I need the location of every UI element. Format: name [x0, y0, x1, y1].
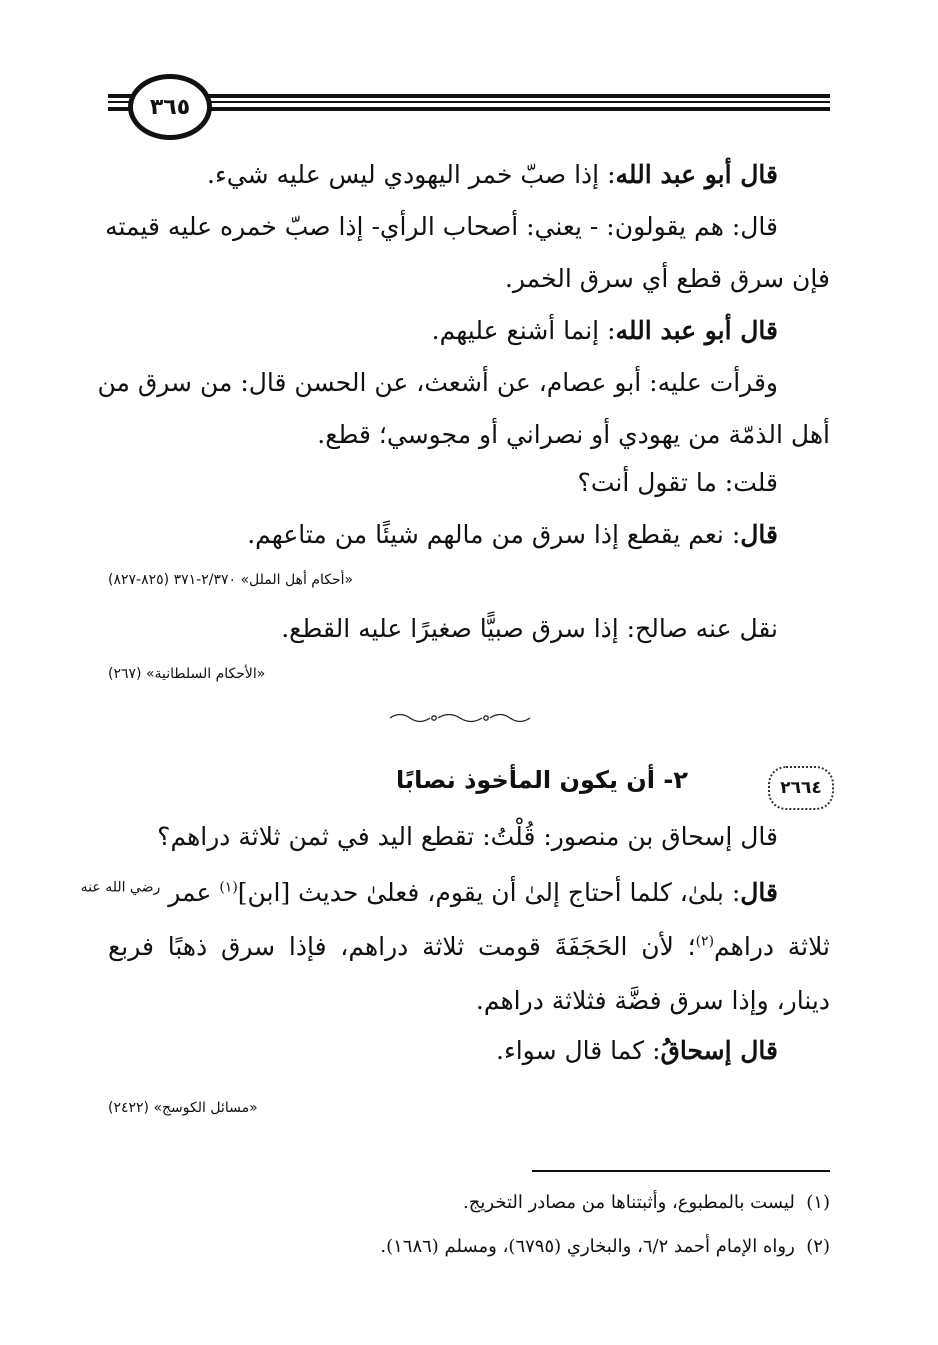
text-line [108, 520, 778, 550]
speaker: قال [740, 878, 778, 907]
text-line: دينار، وإذا سرق فضَّة فثلاثة دراهم. [475, 986, 830, 1015]
line-text: : نعم يقطع إذا سرق من مالهم شيئًا من متاعهم. [247, 520, 741, 549]
honorific-glyph: رضي الله عنه [80, 879, 161, 896]
source-citation: «أحكام أهل الملل» ٢/٣٧٠-٣٧١ (٨٢٥-٨٢٧) [108, 572, 354, 588]
ornament-divider-icon [380, 710, 540, 726]
text-line: قال: هم يقولون: - يعني: أصحاب الرأي- إذا صبّ خمره عليه قيمته [105, 212, 778, 241]
speaker: قال [740, 520, 778, 549]
line-text: : كما قال سواء. [496, 1036, 661, 1065]
speaker: قال أبو عبد الله [615, 160, 778, 189]
line-text: ؛ لأن الحَجَفَةَ قومت ثلاثة دراهم، فإذا سرق ذهبًا فربع [108, 932, 696, 961]
footnote-number: (١) [806, 1192, 830, 1213]
badge-frame [768, 766, 834, 810]
footnote-rule [532, 1170, 830, 1172]
footnote [380, 1236, 830, 1257]
source-citation: «مسائل الكوسج» (٢٤٢٢) [108, 1100, 258, 1116]
text-line: قال إسحاق بن منصور: قُلْتُ: تقطع اليد في ثمن ثلاثة دراهم؟ [157, 822, 778, 851]
header-rule [108, 107, 830, 111]
text-line [80, 878, 778, 908]
footnote-number: (٢) [806, 1236, 830, 1257]
speaker: قال أبو عبد الله [615, 316, 778, 345]
line-text: : إنما أشنع عليهم. [431, 316, 616, 345]
text-line [108, 160, 778, 190]
line-text: : بلىٰ، كلما أحتاج إلىٰ أن يقوم، فعلىٰ حديث [ابن] [237, 878, 741, 907]
speaker: قال إسحاقُ [660, 1036, 778, 1065]
footnote-ref[interactable]: (١) [219, 879, 238, 896]
text-line [108, 316, 778, 346]
text-line: وقرأت عليه: أبو عصام، عن أشعث، عن الحسن قال: من سرق من [97, 368, 778, 397]
header-rule [108, 101, 830, 103]
line-text: ثلاثة دراهم [714, 932, 831, 961]
section-heading: ٢- أن يكون المأخوذ نصابًا [396, 766, 688, 794]
footnote-ref[interactable]: (٢) [695, 933, 715, 950]
text-line: أهل الذمّة من يهودي أو نصراني أو مجوسي؛ قطع. [317, 420, 830, 449]
text-line: قلت: ما تقول أنت؟ [577, 468, 778, 497]
footnote-text: ليست بالمطبوع، وأثبتناها من مصادر التخريج. [463, 1192, 795, 1213]
line-text: عمر [160, 878, 220, 907]
issue-number: ٢٦٦٤ [780, 778, 822, 798]
page-number: ٣٦٥ [128, 74, 212, 140]
line-text: : إذا صبّ خمر اليهودي ليس عليه شيء. [207, 160, 616, 189]
source-citation: «الأحكام السلطانية» (٢٦٧) [108, 666, 266, 682]
text-line [108, 932, 830, 962]
footnote-text: رواه الإمام أحمد ٦/٢، والبخاري (٦٧٩٥)، ومسلم (١٦٨٦). [380, 1236, 795, 1257]
text-line: فإن سرق قطع أي سرق الخمر. [504, 264, 830, 293]
footnote [463, 1192, 830, 1213]
issue-number-badge [768, 766, 834, 810]
text-line: نقل عنه صالح: إذا سرق صبيًّا صغيرًا عليه القطع. [281, 614, 778, 643]
text-line [108, 1036, 778, 1066]
header-rule [108, 94, 830, 98]
